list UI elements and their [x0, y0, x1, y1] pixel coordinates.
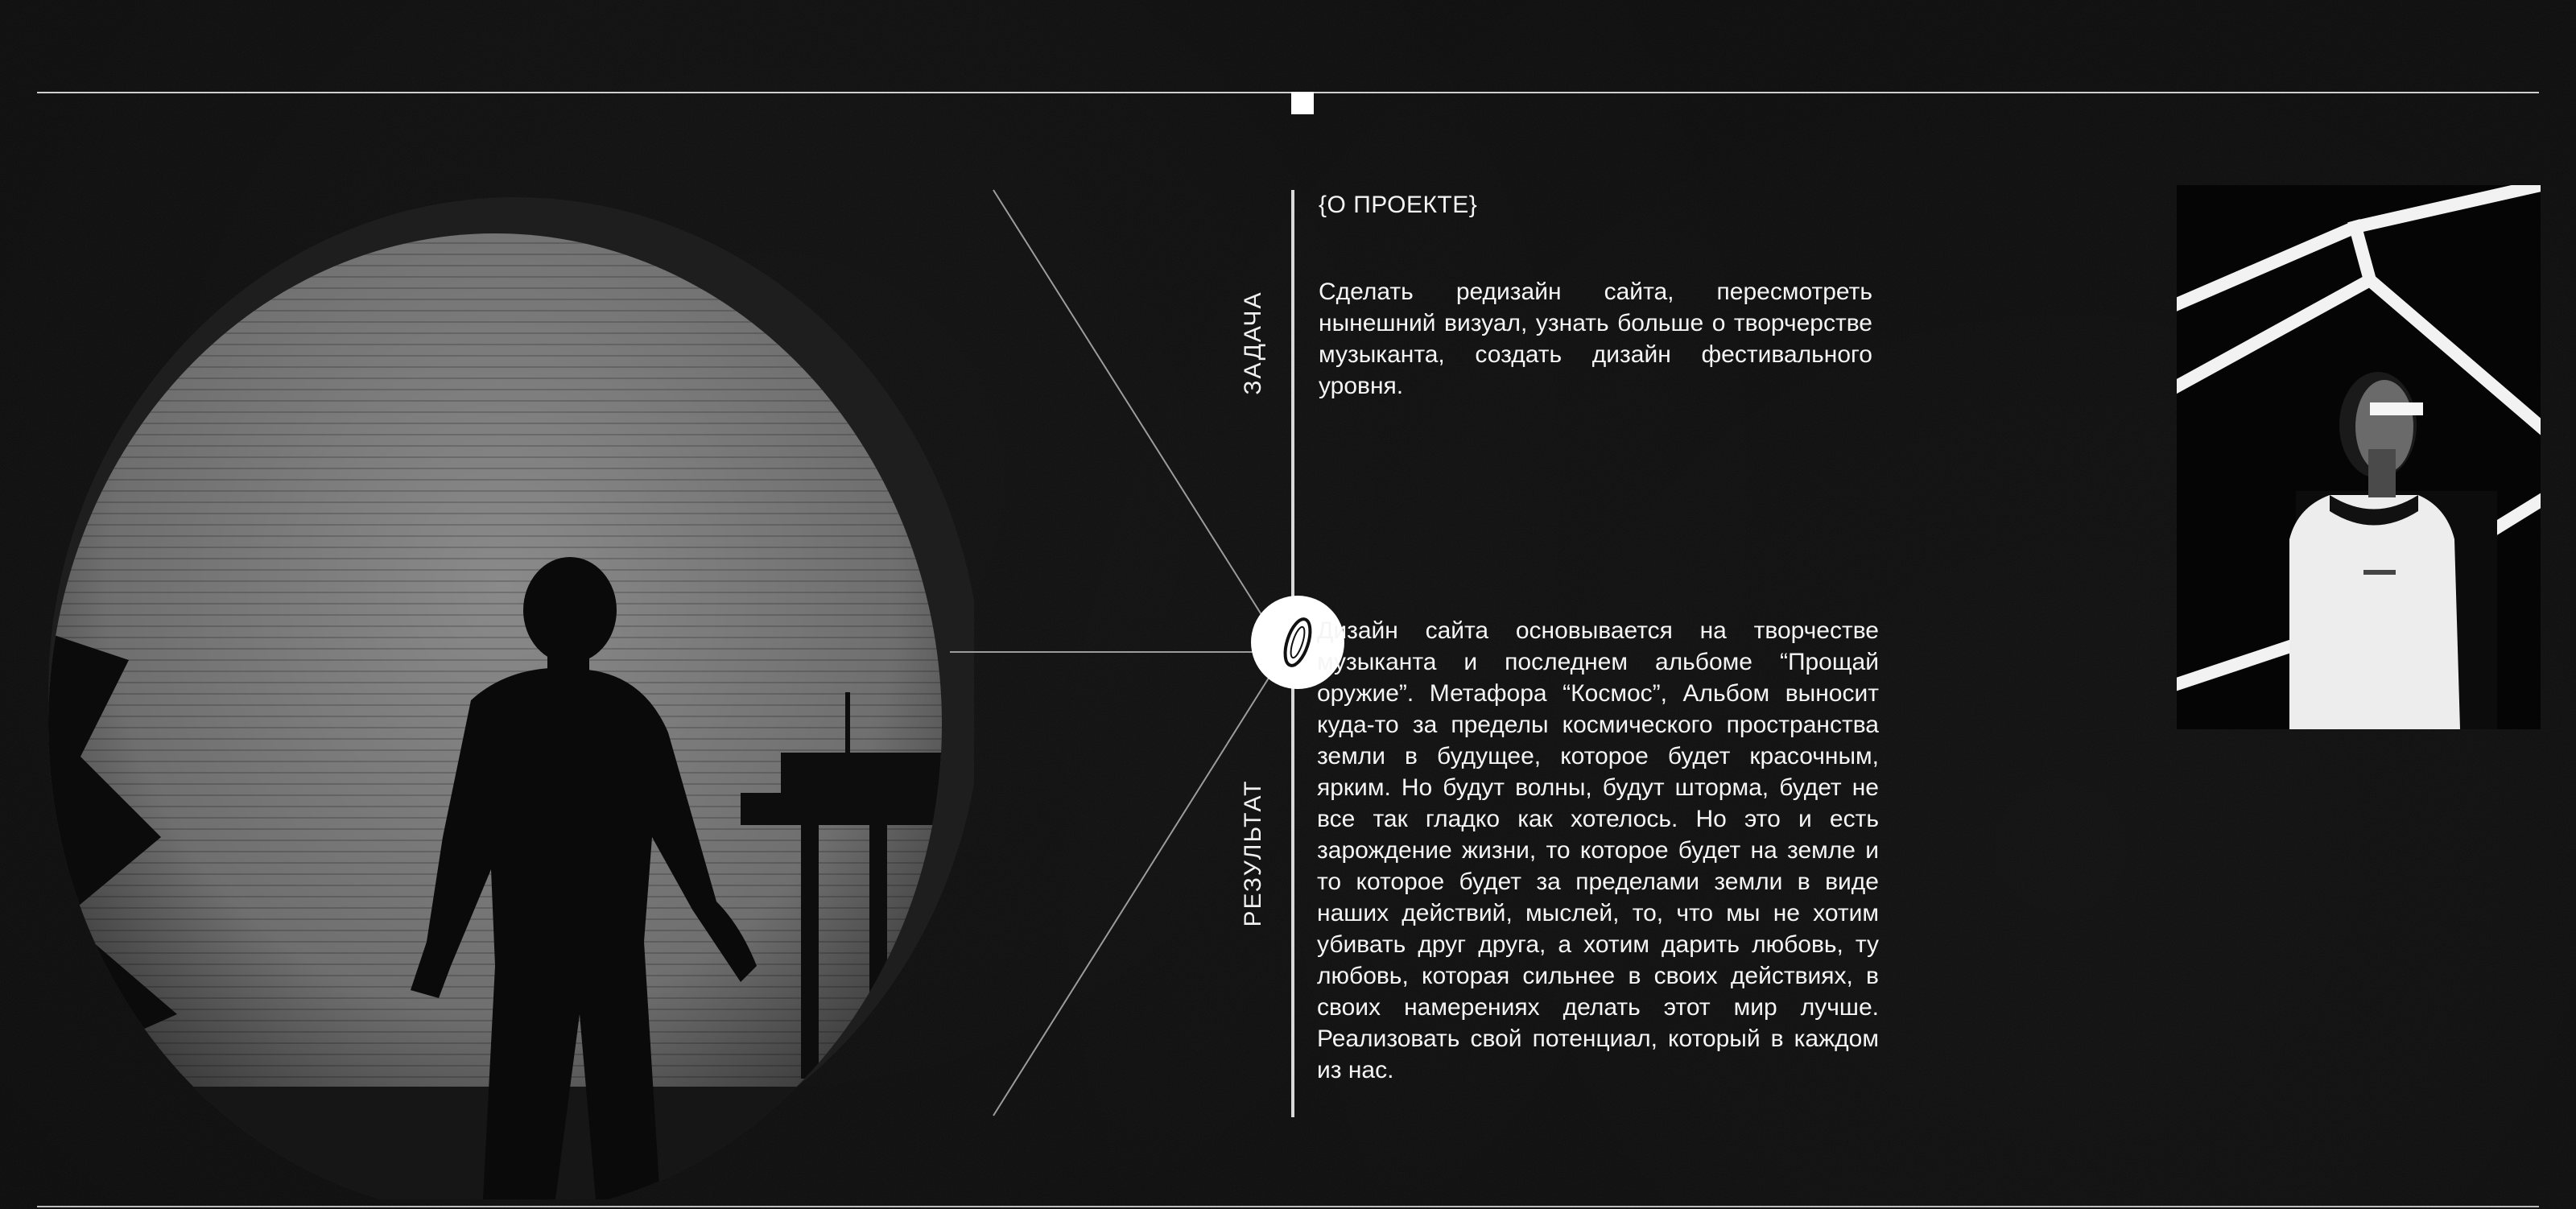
divider-marker — [1291, 92, 1314, 114]
artist-portrait-photo — [2177, 185, 2541, 729]
result-description: Дизайн сайта основывается на творчестве музыканта и последнем альбоме “Прощай оружие”. Метафора “Космос”, Альбом выносит куда-то за пределы космического пространства земли в будущее, которое будет красочным, ярким. Но будут волны, будут шторма, будет не все так гладко как хотелось. Но это и есть зарождение жизни, то которое будет на земле и то которое будет за пределами земли в виде наших действий, мыслей, то, что мы не хотим убивать друг друга, а хотим дарить любовь, ту любовь, которая сильнее в своих действиях, в своих намерениях делать этот мир лучше. Реализовать свой потенциал, который в каждом из нас. — [1317, 617, 1879, 1083]
hero-photo — [32, 177, 974, 1199]
top-divider — [37, 92, 2539, 93]
bottom-divider — [37, 1206, 2539, 1207]
task-label: ЗАДАЧА — [1240, 291, 1266, 395]
task-description: Сделать редизайн сайта, пересмотреть нынешний визуал, узнать больше о творчерстве музыканта, создать дизайн фестивального уровня. — [1319, 279, 1872, 399]
section-title: {О ПРОЕКТЕ} — [1319, 192, 1478, 218]
result-label: РЕЗУЛЬТАТ — [1240, 779, 1266, 927]
